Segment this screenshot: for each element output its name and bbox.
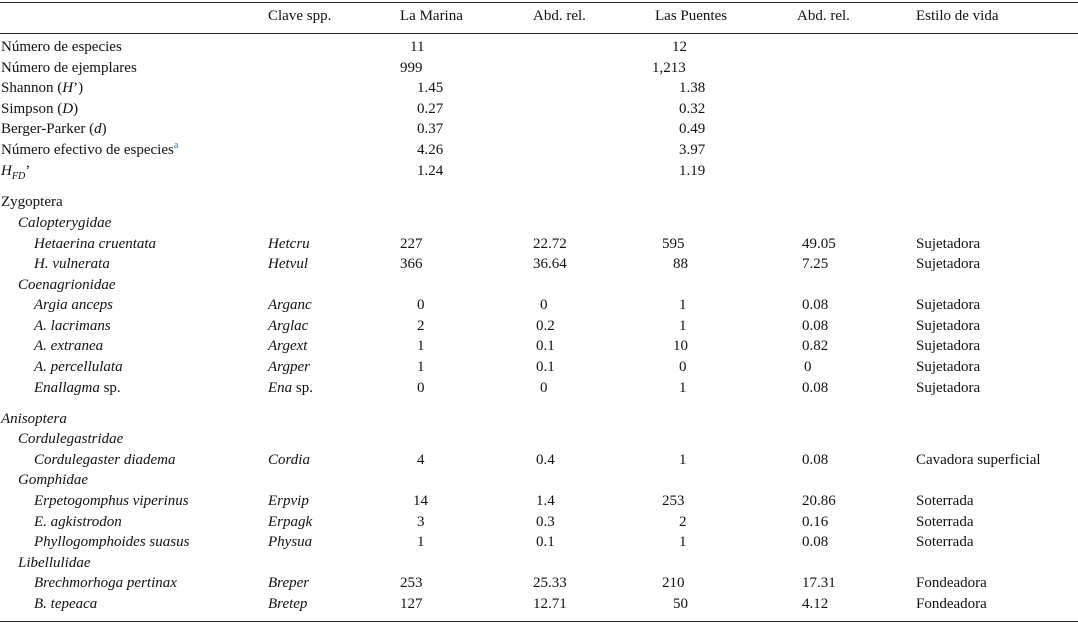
family-name: Libellulidae	[18, 555, 91, 571]
la-marina-abd-rel: 0	[540, 380, 548, 396]
la-marina-count: 3	[417, 514, 425, 530]
estilo-de-vida: Sujetadora	[916, 256, 981, 272]
species-name-text: Cordulegaster diadema	[34, 452, 176, 468]
species-name-text: A. extranea	[34, 338, 104, 354]
la-marina-abd-rel: 0.3	[536, 514, 555, 530]
species-name	[34, 573, 177, 593]
species-code	[268, 336, 307, 356]
species-code-text: Ena	[268, 380, 293, 396]
las-puentes-count: 1	[679, 534, 687, 550]
las-puentes-abd-rel: 0.08	[802, 534, 829, 550]
las-puentes-count: 50	[673, 596, 688, 612]
la-marina-abd-rel: 25.33	[533, 575, 567, 591]
index-label-symbol: D	[62, 101, 74, 117]
la-marina-abd-rel: 0.1	[536, 359, 555, 375]
la-marina-abd-rel: 0.1	[536, 534, 555, 550]
la-marina-abd-rel: 0.2	[536, 318, 555, 334]
la-marina-count: 1	[417, 338, 425, 354]
species-row	[0, 532, 1078, 552]
index-row	[0, 58, 1078, 78]
header-abd-rel-la-marina: Abd. rel.	[533, 8, 586, 24]
index-label-end: ’	[25, 163, 31, 179]
header-las-puentes: Las Puentes	[655, 8, 728, 24]
las-puentes-value: 3.97	[679, 142, 706, 158]
suborder-row	[0, 409, 1078, 429]
la-marina-count: 127	[400, 596, 423, 612]
index-label-symbol: H	[1, 163, 12, 179]
estilo-de-vida: Cavadora superficial	[916, 452, 1041, 468]
species-name-text: Enallagma	[34, 380, 100, 396]
la-marina-value: 0.37	[417, 121, 444, 137]
species-code-text: Erpagk	[268, 514, 313, 530]
species-code	[268, 295, 312, 315]
species-name-text: B. tepeaca	[34, 596, 98, 612]
species-name	[34, 316, 111, 336]
las-puentes-count: 210	[662, 575, 685, 591]
species-name-text: Hetaerina cruentata	[34, 236, 157, 252]
species-name-text: Phyllogomphoides suasus	[34, 534, 190, 550]
species-row	[0, 378, 1078, 398]
la-marina-abd-rel: 0	[540, 297, 548, 313]
species-code	[268, 450, 310, 470]
las-puentes-value: 0.32	[679, 101, 706, 117]
la-marina-value: 1.24	[417, 163, 444, 179]
las-puentes-abd-rel: 0.82	[802, 338, 829, 354]
species-code	[268, 594, 307, 614]
index-row	[0, 119, 1078, 139]
las-puentes-count: 1	[679, 452, 687, 468]
species-code	[268, 378, 313, 398]
las-puentes-abd-rel: 0.08	[802, 380, 829, 396]
la-marina-count: 253	[400, 575, 423, 591]
species-name-text: Brechmorhoga pertinax	[34, 575, 177, 591]
species-name	[34, 357, 123, 377]
index-row	[0, 161, 1078, 181]
species-code	[268, 234, 310, 254]
family-name: Calopterygidae	[18, 215, 112, 231]
las-puentes-count: 1	[679, 380, 687, 396]
index-label-text: Shannon (	[1, 80, 63, 96]
species-code-text: Arganc	[268, 297, 312, 313]
species-name	[34, 512, 122, 532]
species-row	[0, 573, 1078, 593]
species-code-text: Erpvip	[268, 493, 309, 509]
family-row	[0, 213, 1078, 233]
la-marina-abd-rel: 0.4	[536, 452, 555, 468]
species-code-text: Hetcru	[268, 236, 310, 252]
las-puentes-abd-rel: 0.08	[802, 452, 829, 468]
las-puentes-abd-rel: 0.16	[802, 514, 829, 530]
la-marina-count: 4	[417, 452, 425, 468]
species-name	[34, 254, 110, 274]
la-marina-count: 2	[417, 318, 425, 334]
las-puentes-count: 595	[662, 236, 685, 252]
species-row	[0, 254, 1078, 274]
species-row	[0, 295, 1078, 315]
index-label	[1, 99, 78, 119]
index-row	[0, 37, 1078, 57]
species-code-text: Physua	[268, 534, 313, 550]
estilo-de-vida: Fondeadora	[916, 575, 987, 591]
species-row	[0, 357, 1078, 377]
species-name	[34, 491, 189, 511]
species-code	[268, 316, 308, 336]
la-marina-value: 0.27	[417, 101, 444, 117]
la-marina-count: 227	[400, 236, 423, 252]
index-row	[0, 140, 1078, 160]
index-label	[1, 78, 83, 98]
index-label-end: )	[73, 101, 79, 117]
family-row	[0, 553, 1078, 573]
las-puentes-abd-rel: 49.05	[802, 236, 836, 252]
header-clave: Clave spp.	[268, 8, 332, 24]
las-puentes-count: 1	[679, 297, 687, 313]
species-row	[0, 316, 1078, 336]
la-marina-abd-rel: 22.72	[533, 236, 567, 252]
species-code	[268, 532, 312, 552]
species-name	[34, 450, 176, 470]
species-row	[0, 594, 1078, 614]
species-code-text: Hetvul	[268, 256, 308, 272]
header-abd-rel-las-puentes: Abd. rel.	[797, 8, 850, 24]
header-la-marina: La Marina	[400, 8, 463, 24]
species-code	[268, 357, 310, 377]
species-name	[34, 336, 103, 356]
species-name-text: Argia anceps	[34, 297, 114, 313]
index-label	[1, 58, 137, 78]
la-marina-abd-rel: 1.4	[536, 493, 555, 509]
las-puentes-value: 0.49	[679, 121, 706, 137]
la-marina-count: 0	[417, 297, 425, 313]
species-row	[0, 234, 1078, 254]
estilo-de-vida: Sujetadora	[916, 359, 981, 375]
la-marina-abd-rel: 36.64	[533, 256, 567, 272]
las-puentes-value: 12	[672, 39, 687, 55]
la-marina-value: 1.45	[417, 80, 444, 96]
estilo-de-vida: Sujetadora	[916, 338, 981, 354]
species-code	[268, 254, 308, 274]
species-code-text: Cordia	[268, 452, 310, 468]
index-label-text: Número de ejemplares	[1, 60, 137, 76]
species-code	[268, 573, 309, 593]
species-name	[34, 295, 113, 315]
species-code-text: Arglac	[268, 318, 309, 334]
las-puentes-value: 1,213	[652, 60, 686, 76]
las-puentes-count: 88	[673, 256, 688, 272]
las-puentes-abd-rel: 20.86	[802, 493, 836, 509]
la-marina-count: 1	[417, 359, 425, 375]
estilo-de-vida: Sujetadora	[916, 236, 981, 252]
las-puentes-value: 1.19	[679, 163, 706, 179]
species-name	[34, 234, 156, 254]
species-name	[34, 532, 189, 552]
index-label	[1, 161, 30, 181]
species-name-text: Erpetogomphus viperinus	[34, 493, 189, 509]
las-puentes-abd-rel: 0.08	[802, 297, 829, 313]
las-puentes-value: 1.38	[679, 80, 706, 96]
index-label	[1, 37, 122, 57]
las-puentes-abd-rel: 0	[804, 359, 812, 375]
las-puentes-abd-rel: 7.25	[802, 256, 829, 272]
suborder-name: Anisoptera	[1, 411, 67, 427]
las-puentes-count: 10	[673, 338, 688, 354]
family-name: Coenagrionidae	[18, 277, 116, 293]
family-row	[0, 470, 1078, 490]
estilo-de-vida: Soterrada	[916, 514, 974, 530]
index-row	[0, 78, 1078, 98]
estilo-de-vida: Sujetadora	[916, 380, 981, 396]
species-row	[0, 450, 1078, 470]
family-name: Cordulegastridae	[18, 431, 124, 447]
la-marina-value: 4.26	[417, 142, 444, 158]
la-marina-count: 14	[413, 493, 428, 509]
la-marina-abd-rel: 12.71	[533, 596, 567, 612]
index-label-subscript: FD	[11, 171, 26, 182]
species-name-text: A. lacrimans	[34, 318, 111, 334]
family-row	[0, 275, 1078, 295]
estilo-de-vida: Soterrada	[916, 534, 974, 550]
species-row	[0, 491, 1078, 511]
la-marina-count: 366	[400, 256, 423, 272]
index-label-text: Simpson (	[1, 101, 63, 117]
species-row	[0, 512, 1078, 532]
species-name-text: E. agkistrodon	[34, 514, 122, 530]
species-code-text: Breper	[268, 575, 310, 591]
species-name-text: A. percellulata	[34, 359, 123, 375]
footnote-marker: a	[173, 140, 179, 151]
species-code-suffix: sp.	[292, 380, 314, 396]
species-row	[0, 336, 1078, 356]
la-marina-count: 0	[417, 380, 425, 396]
index-label-text: Número efectivo de especies	[1, 142, 174, 158]
species-name	[34, 378, 121, 398]
index-label-end: )	[101, 121, 107, 137]
header-estilo-de-vida: Estilo de vida	[916, 8, 999, 24]
estilo-de-vida: Fondeadora	[916, 596, 987, 612]
la-marina-value: 999	[400, 60, 423, 76]
index-label-text: Número de especies	[1, 39, 122, 55]
index-label-text: Berger-Parker (	[1, 121, 95, 137]
la-marina-abd-rel: 0.1	[536, 338, 555, 354]
species-name	[34, 594, 97, 614]
species-name-suffix: sp.	[99, 380, 121, 396]
las-puentes-abd-rel: 0.08	[802, 318, 829, 334]
bottom-rule	[0, 621, 1078, 622]
index-row	[0, 99, 1078, 119]
estilo-de-vida: Soterrada	[916, 493, 974, 509]
family-name: Gomphidae	[18, 472, 88, 488]
index-label-symbol: H	[62, 80, 74, 96]
family-row	[0, 429, 1078, 449]
suborder-row	[0, 192, 1078, 212]
species-code-text: Argext	[268, 338, 308, 354]
las-puentes-count: 253	[662, 493, 685, 509]
species-code-text: Bretep	[268, 596, 308, 612]
las-puentes-count: 1	[679, 318, 687, 334]
la-marina-count: 1	[417, 534, 425, 550]
las-puentes-count: 2	[679, 514, 687, 530]
species-code-text: Argper	[268, 359, 310, 375]
las-puentes-abd-rel: 17.31	[802, 575, 836, 591]
species-code	[268, 491, 309, 511]
index-label-symbol: d	[94, 121, 102, 137]
las-puentes-abd-rel: 4.12	[802, 596, 829, 612]
index-label-end: ’)	[73, 80, 84, 96]
suborder-name: Zygoptera	[1, 194, 63, 210]
species-code	[268, 512, 312, 532]
estilo-de-vida: Sujetadora	[916, 318, 981, 334]
la-marina-value: 11	[410, 39, 425, 55]
las-puentes-count: 0	[679, 359, 687, 375]
index-label	[1, 140, 178, 160]
species-name-text: H. vulnerata	[34, 256, 110, 272]
estilo-de-vida: Sujetadora	[916, 297, 981, 313]
index-label	[1, 119, 107, 139]
